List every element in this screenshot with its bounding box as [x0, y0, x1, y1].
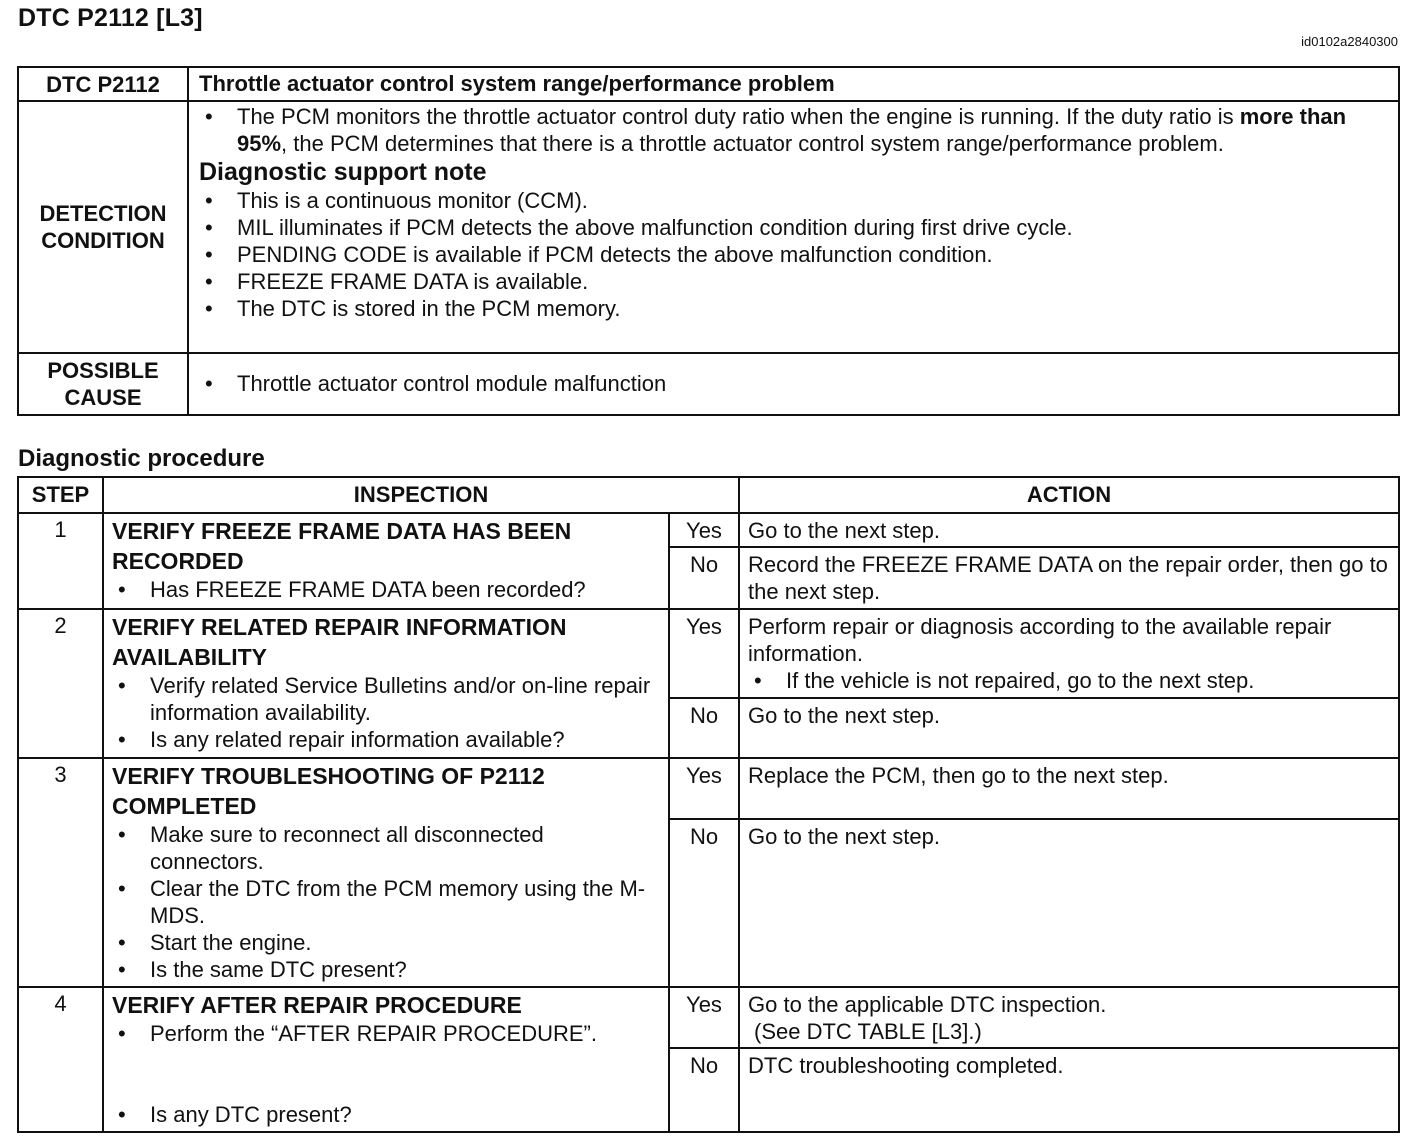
yes-action: Replace the PCM, then go to the next step.	[739, 758, 1399, 819]
step-number: 1	[18, 513, 103, 609]
yes-label: Yes	[669, 758, 739, 819]
step-number: 3	[18, 758, 103, 987]
possible-cause-label	[18, 353, 188, 415]
step-header: STEP	[18, 477, 103, 513]
detection-text-part1: The PCM monitors the throttle actuator control duty ratio when the engine is running. If the duty ratio is	[237, 104, 1240, 129]
support-note-item: • FREEZE FRAME DATA is available.	[199, 268, 1388, 295]
inspection-header: INSPECTION	[103, 477, 739, 513]
procedure-header-row	[18, 477, 1399, 513]
possible-cause-content	[188, 353, 1399, 415]
step-bullet: • Start the engine.	[112, 929, 660, 956]
detection-main-item	[199, 103, 1388, 157]
yes-action-cell	[739, 987, 1399, 1048]
detection-text-part2: , the PCM determines that there is a throttle actuator control system range/performance problem.	[281, 131, 1224, 156]
page-title: DTC P2112 [L3]	[18, 4, 203, 32]
step-title: VERIFY FREEZE FRAME DATA HAS BEEN RECORDED	[112, 518, 572, 574]
no-label: No	[669, 819, 739, 987]
no-label: No	[669, 1048, 739, 1132]
step-bullet: • Is any DTC present?	[112, 1101, 660, 1128]
detection-text-bold: more than 95%	[237, 104, 1347, 156]
support-note-item: • MIL illuminates if PCM detects the above malfunction condition during first drive cycle.	[199, 214, 1388, 241]
support-note-list	[199, 187, 1388, 322]
step-bullet-list	[112, 576, 660, 603]
possible-cause-item: • Throttle actuator control module malfunction	[199, 370, 1388, 397]
step-bullet: • Clear the DTC from the PCM memory using the M-MDS.	[112, 875, 660, 929]
dtc-info-table	[17, 66, 1400, 416]
yes-label: Yes	[669, 987, 739, 1048]
support-note-item: • This is a continuous monitor (CCM).	[199, 187, 1388, 214]
step-inspection	[103, 758, 669, 987]
detection-condition-label	[18, 101, 188, 353]
step-bullet: • Is the same DTC present?	[112, 956, 660, 983]
no-label: No	[669, 547, 739, 609]
step-number: 4	[18, 987, 103, 1132]
step-row	[18, 609, 1399, 698]
step-title: VERIFY AFTER REPAIR PROCEDURE	[112, 992, 522, 1018]
diagnostic-procedure-table	[17, 476, 1400, 1133]
support-note-item: • PENDING CODE is available if PCM detects the above malfunction condition.	[199, 241, 1388, 268]
yes-action-reference: (See DTC TABLE [L3].)	[754, 1019, 982, 1044]
step-title: VERIFY RELATED REPAIR INFORMATION AVAILABILITY	[112, 614, 567, 670]
no-action: Record the FREEZE FRAME DATA on the repair order, then go to the next step.	[739, 547, 1399, 609]
detection-condition-content	[188, 101, 1399, 353]
possible-cause-row	[18, 353, 1399, 415]
yes-action-cell	[739, 609, 1399, 698]
detection-main-list	[199, 103, 1388, 157]
step-inspection	[103, 987, 669, 1132]
possible-cause-list	[199, 370, 1388, 397]
step-inspection	[103, 513, 669, 609]
possible-cause-label-text: POSSIBLE CAUSE	[47, 358, 159, 410]
yes-action-bullet: • If the vehicle is not repaired, go to the next step.	[748, 667, 1390, 694]
step-row	[18, 758, 1399, 819]
yes-label: Yes	[669, 513, 739, 547]
no-action: Go to the next step.	[739, 819, 1399, 987]
detection-condition-row	[18, 101, 1399, 353]
procedure-title: Diagnostic procedure	[18, 445, 265, 472]
support-note-item: • The DTC is stored in the PCM memory.	[199, 295, 1388, 322]
no-action: Go to the next step.	[739, 698, 1399, 758]
yes-action-bullets	[748, 667, 1390, 694]
step-bullet: • Make sure to reconnect all disconnected connectors.	[112, 821, 660, 875]
action-header: ACTION	[739, 477, 1399, 513]
step-bullet: • Has FREEZE FRAME DATA been recorded?	[112, 576, 660, 603]
document-id: id0102a2840300	[1301, 34, 1398, 49]
step-bullet: • Verify related Service Bulletins and/or on-line repair information availability.	[112, 672, 660, 726]
yes-action: Go to the next step.	[739, 513, 1399, 547]
no-action: DTC troubleshooting completed.	[739, 1048, 1399, 1132]
step-row	[18, 987, 1399, 1048]
no-label: No	[669, 698, 739, 758]
detection-condition-label-text: DETECTION CONDITION	[39, 201, 167, 253]
step-bullet-list	[112, 1020, 660, 1128]
step-bullet: • Is any related repair information available?	[112, 726, 660, 753]
dtc-code-cell: DTC P2112	[18, 67, 188, 101]
dtc-description-cell: Throttle actuator control system range/performance problem	[188, 67, 1399, 101]
step-number: 2	[18, 609, 103, 758]
step-inspection	[103, 609, 669, 758]
yes-action: Go to the applicable DTC inspection.	[748, 992, 1107, 1017]
step-bullet-list	[112, 821, 660, 983]
dtc-header-row	[18, 67, 1399, 101]
step-bullet: • Perform the “AFTER REPAIR PROCEDURE”.	[112, 1020, 660, 1047]
yes-action: Perform repair or diagnosis according to the available repair information.	[748, 614, 1332, 666]
step-row	[18, 513, 1399, 547]
support-note-heading: Diagnostic support note	[199, 158, 487, 186]
step-bullet-list	[112, 672, 660, 753]
step-title: VERIFY TROUBLESHOOTING OF P2112 COMPLETED	[112, 763, 545, 819]
yes-label: Yes	[669, 609, 739, 698]
